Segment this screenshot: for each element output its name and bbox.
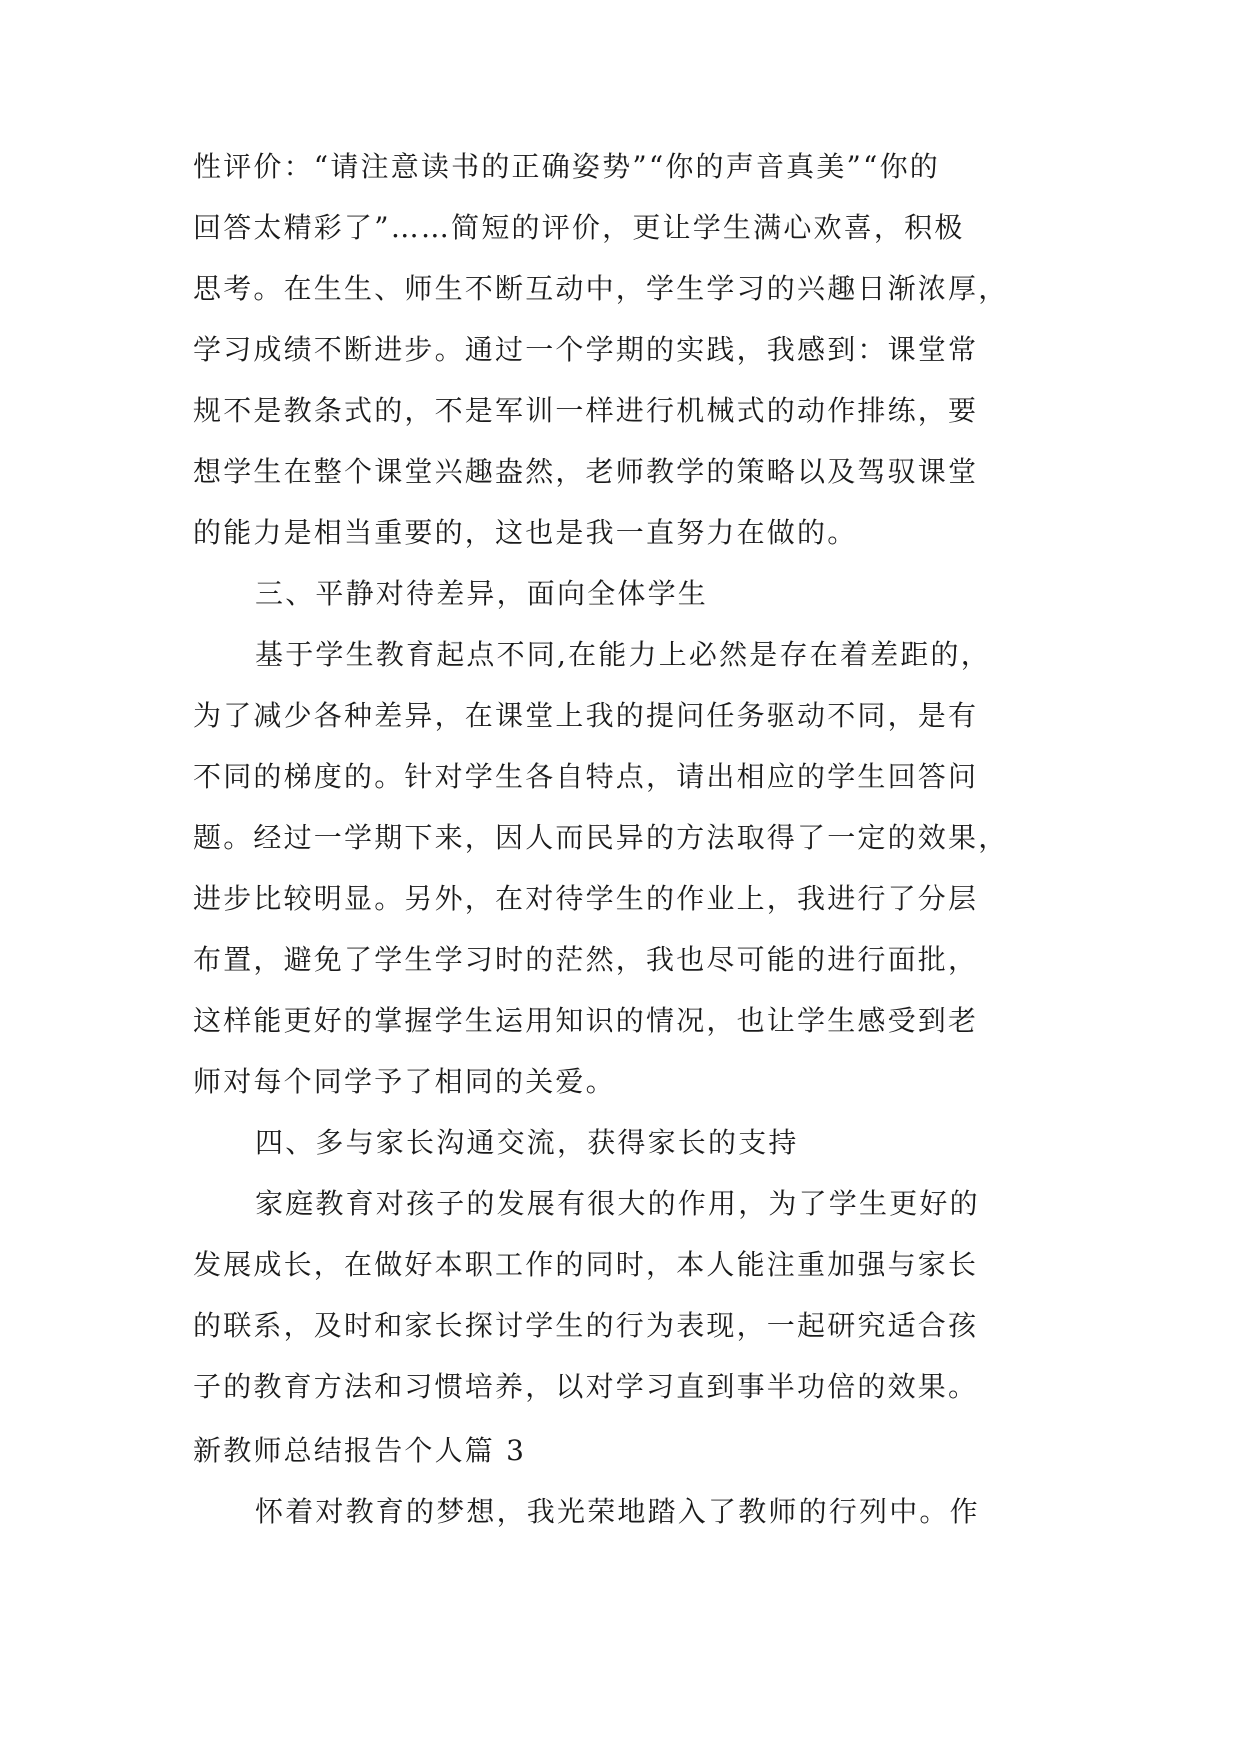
section-heading-3: 三、平静对待差异，面向全体学生 — [255, 577, 709, 610]
text-line: 学习成绩不断进步。通过一个学期的实践，我感到：课堂常 — [193, 333, 979, 366]
text-line: 发展成长，在做好本职工作的同时，本人能注重加强与家长 — [193, 1248, 979, 1281]
text-line: 进步比较明显。另外，在对待学生的作业上，我进行了分层 — [193, 882, 979, 915]
text-line: 题。经过一学期下来，因人而民异的方法取得了一定的效果， — [193, 821, 1009, 854]
section-heading-4: 四、多与家长沟通交流，获得家长的支持 — [255, 1126, 799, 1159]
text-line: 子的教育方法和习惯培养，以对学习直到事半功倍的效果。 — [193, 1370, 979, 1403]
text-line: 家庭教育对孩子的发展有很大的作用，为了学生更好的 — [255, 1187, 980, 1220]
text-line: 性评价：“请注意读书的正确姿势”“你的声音真美”“你的 — [193, 150, 940, 183]
text-line: 想学生在整个课堂兴趣盎然，老师教学的策略以及驾驭课堂 — [193, 455, 979, 488]
text-line: 的能力是相当重要的，这也是我一直努力在做的。 — [193, 516, 858, 549]
text-line: 基于学生教育起点不同,在能力上必然是存在着差距的， — [255, 638, 991, 671]
text-line: 不同的梯度的。针对学生各自特点，请出相应的学生回答问 — [193, 760, 979, 793]
text-line: 布置，避免了学生学习时的茫然，我也尽可能的进行面批， — [193, 943, 979, 976]
article-section — [193, 1420, 1053, 1542]
text-line: 这样能更好的掌握学生运用知识的情况，也让学生感受到老 — [193, 1004, 979, 1037]
text-line: 为了减少各种差异，在课堂上我的提问任务驱动不同，是有 — [193, 699, 979, 732]
text-line: 的联系，及时和家长探讨学生的行为表现，一起研究适合孩 — [193, 1309, 979, 1342]
article-title: 新教师总结报告个人篇 3 — [193, 1434, 527, 1467]
text-line: 规不是教条式的，不是军训一样进行机械式的动作排练，要 — [193, 394, 979, 427]
text-line: 思考。在生生、师生不断互动中，学生学习的兴趣日渐浓厚， — [193, 272, 1009, 305]
text-line: 回答太精彩了”……简短的评价，更让学生满心欢喜，积极 — [193, 211, 965, 244]
text-line: 怀着对教育的梦想，我光荣地踏入了教师的行列中。作 — [255, 1495, 980, 1528]
text-line: 师对每个同学予了相同的关爱。 — [193, 1065, 616, 1098]
paragraph-evaluation — [193, 136, 1053, 1417]
